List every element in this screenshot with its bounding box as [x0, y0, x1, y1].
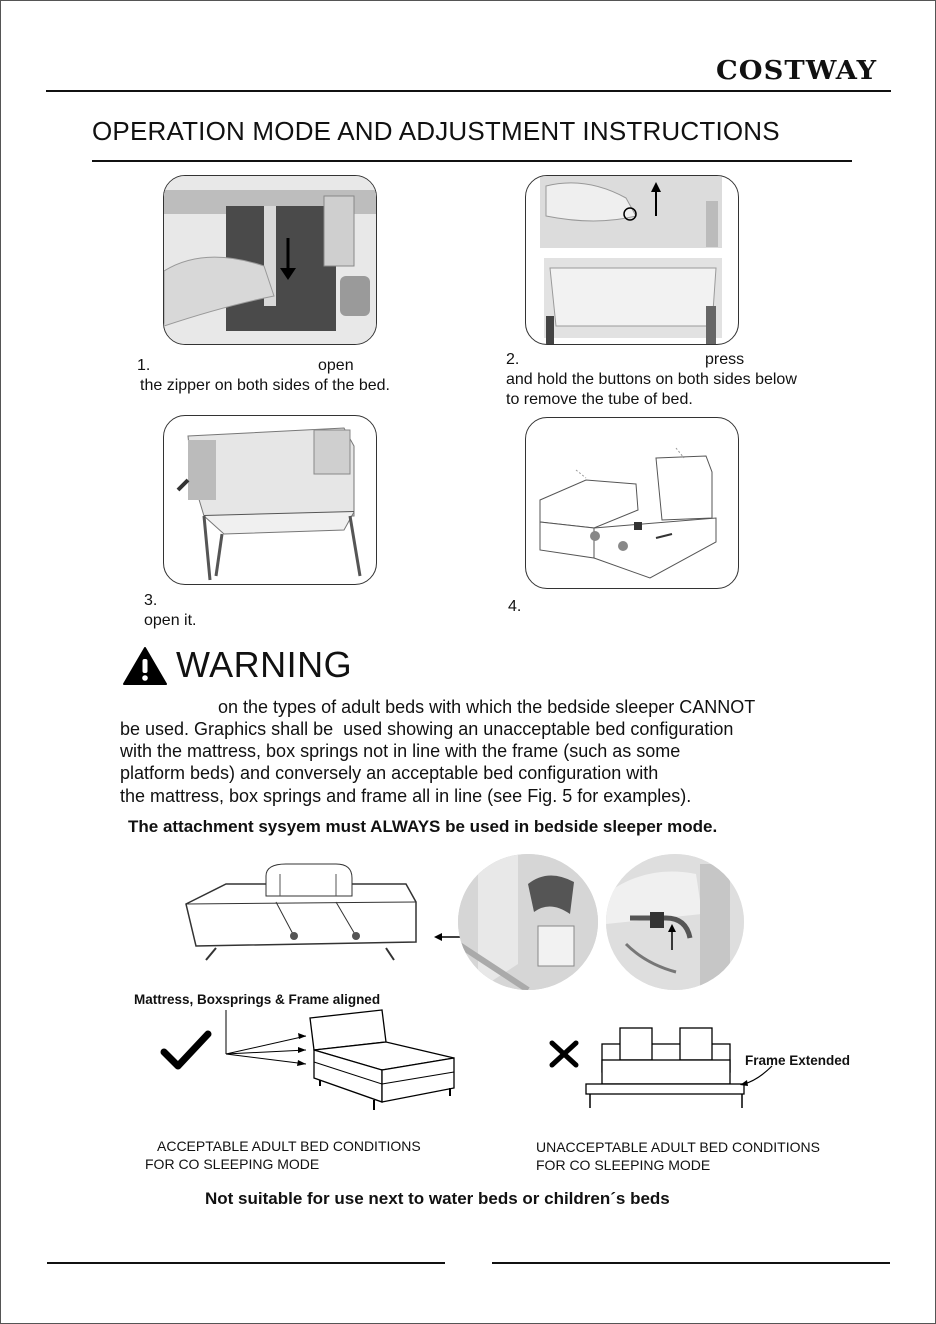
- step3-photo: [163, 415, 377, 585]
- unacceptable-caption-2: FOR CO SLEEPING MODE: [536, 1157, 711, 1173]
- detail-circle-right: [606, 854, 744, 990]
- step1-line2: the zipper on both sides of the bed.: [140, 377, 390, 394]
- brand-logo: COSTWAY: [716, 56, 878, 86]
- warning-line-2: be used. Graphics shall be used showing an unacceptable bed configuration: [120, 719, 734, 739]
- warning-line-5: the mattress, box springs and frame all in line (see Fig. 5 for examples).: [120, 786, 692, 806]
- step1-number: 1.: [137, 357, 151, 374]
- unacceptable-caption-1: UNACCEPTABLE ADULT BED CONDITIONS: [536, 1139, 820, 1155]
- cross-icon: [548, 1040, 580, 1068]
- checkmark-icon: [160, 1030, 212, 1070]
- unacceptable-bed-illustration: [582, 1024, 752, 1112]
- step4-number: 4.: [508, 598, 522, 615]
- title-rule: [92, 160, 852, 162]
- acceptable-bed-illustration: [222, 1006, 462, 1118]
- acceptable-caption-2: FOR CO SLEEPING MODE: [145, 1156, 320, 1172]
- aligned-label: Mattress, Boxsprings & Frame aligned: [134, 992, 381, 1007]
- step2-line1: press: [705, 351, 745, 368]
- warning-title: WARNING: [176, 644, 353, 685]
- warning-line-4: platform beds) and conversely an acceptable bed configuration with: [120, 763, 659, 783]
- acceptable-caption-1: ACCEPTABLE ADULT BED CONDITIONS: [157, 1138, 421, 1154]
- warning-icon: [122, 646, 168, 686]
- step1-line1: open: [318, 357, 354, 374]
- footer-note: Not suitable for use next to water beds or children´s beds: [205, 1189, 670, 1208]
- frame-extended-label: Frame Extended: [745, 1053, 851, 1068]
- attachment-notice: The attachment sysyem must ALWAYS be used in bedside sleeper mode.: [128, 817, 718, 836]
- step2-photo: [525, 175, 739, 345]
- detail-circle-left: [458, 854, 598, 990]
- bedside-attachment-illustration: [176, 856, 426, 976]
- step4-diagram: [525, 417, 739, 589]
- step1-photo: [163, 175, 377, 345]
- warning-line-3: with the mattress, box springs not in line with the frame (such as some: [120, 741, 681, 761]
- header-rule: [46, 90, 891, 92]
- step3-line2: open it.: [144, 612, 197, 629]
- warning-line-1: on the types of adult beds with which the bedside sleeper CANNOT: [218, 697, 756, 717]
- step2-number: 2.: [506, 351, 520, 368]
- page-title: OPERATION MODE AND ADJUSTMENT INSTRUCTIONS: [92, 116, 780, 146]
- step2-line2: and hold the buttons on both sides below: [506, 371, 797, 388]
- step2-line3: to remove the tube of bed.: [506, 391, 693, 408]
- footer-rule-left: [47, 1262, 445, 1264]
- step3-number: 3.: [144, 592, 158, 609]
- footer-rule-right: [492, 1262, 890, 1264]
